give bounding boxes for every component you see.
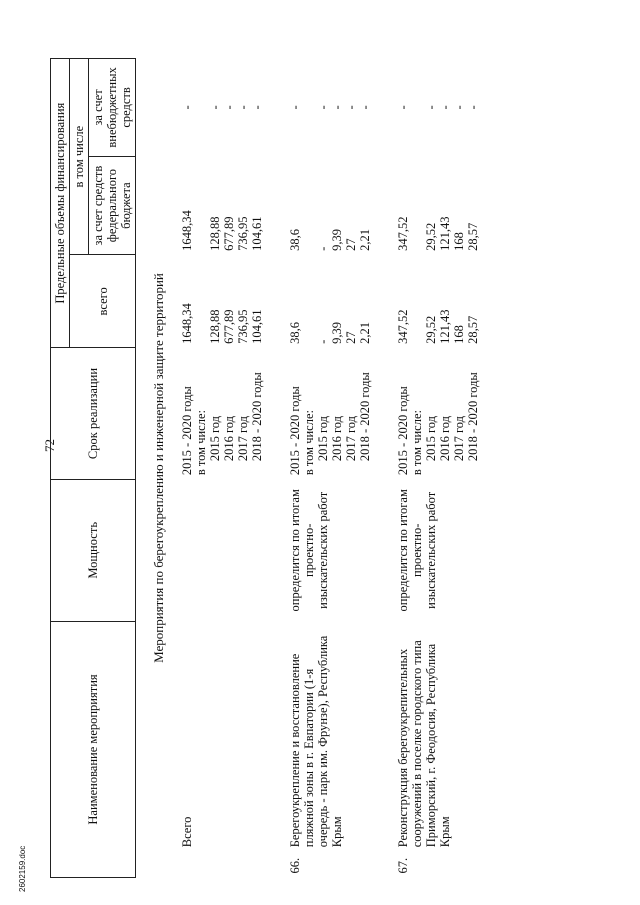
footer-file-code: 2602159.doc xyxy=(18,845,27,892)
header-name: Наименование мероприятия xyxy=(51,621,136,877)
row-terms-line: 2016 год xyxy=(438,415,452,462)
row-fed-line: 121,43 xyxy=(438,216,452,251)
row-number: 66. xyxy=(288,857,302,874)
row-fed-line xyxy=(410,160,424,250)
row-terms-line: 2016 год xyxy=(222,415,236,462)
row-total-line: 1648,34 xyxy=(180,303,194,344)
row-terms-line: 2015 - 2020 годы xyxy=(288,386,302,476)
row-terms-line: 2015 год xyxy=(424,415,438,462)
row-fed-line xyxy=(194,160,208,250)
header-limit: Предельные объемы финансирования xyxy=(51,59,70,348)
row-ext-line: - xyxy=(330,105,344,110)
row-power xyxy=(178,479,286,621)
table-row xyxy=(394,59,502,878)
row-power: определится по итогам проектно-изыскательских работ xyxy=(288,489,330,612)
header-incl: в том числе xyxy=(70,59,89,255)
row-ext xyxy=(394,59,502,157)
row-ext-line xyxy=(410,63,424,153)
row-ext-line: - xyxy=(438,105,452,110)
row-total-line: 736,95 xyxy=(236,309,250,344)
row-total-line: 121,43 xyxy=(438,309,452,344)
row-terms-line: 2015 - 2020 годы xyxy=(180,386,194,476)
row-total-line: 128,88 xyxy=(208,309,222,344)
rotated-table-container xyxy=(50,58,605,878)
financing-table xyxy=(50,58,502,878)
row-fed-line: 28,57 xyxy=(466,222,480,251)
header-fed: за счет средств федерального бюджета xyxy=(89,156,136,254)
row-ext-line: - xyxy=(424,105,438,110)
row-total-line: 347,52 xyxy=(396,309,410,344)
row-total-line: - xyxy=(316,339,330,344)
row-terms-line: 2017 год xyxy=(236,415,250,462)
row-fed-line: 1648,34 xyxy=(180,210,194,251)
row-total-line xyxy=(194,259,208,344)
row-ext-line: - xyxy=(236,105,250,110)
row-total xyxy=(178,255,286,348)
row-terms-line: 2018 - 2020 годы xyxy=(250,372,264,462)
row-fed-line: 128,88 xyxy=(208,216,222,251)
row-fed-line: 29,52 xyxy=(424,222,438,251)
row-total-line: 2,21 xyxy=(358,321,372,344)
row-ext-line: - xyxy=(466,105,480,110)
row-total-line: 9,39 xyxy=(330,321,344,344)
row-fed-line: 38,6 xyxy=(288,228,302,251)
row-ext-line xyxy=(302,63,316,153)
row-total-line: 104,61 xyxy=(250,309,264,344)
header-total: всего xyxy=(70,255,136,348)
table-body xyxy=(178,59,502,878)
row-fed-line: 677,89 xyxy=(222,216,236,251)
header-term: Срок реализации xyxy=(51,348,136,479)
row-terms-line: 2015 год xyxy=(208,415,222,462)
row-fed-line: 104,61 xyxy=(250,216,264,251)
row-ext-line: - xyxy=(358,105,372,110)
row-terms-line: 2016 год xyxy=(330,415,344,462)
row-total-line: 29,52 xyxy=(424,315,438,344)
row-fed-line: 736,95 xyxy=(236,216,250,251)
header-ext: за счет внебюджетных средств xyxy=(89,59,136,157)
row-power: определится по итогам проектно-изыскательских работ xyxy=(396,489,438,612)
row-total-line xyxy=(410,259,424,344)
row-fed-line: 2,21 xyxy=(358,228,372,251)
row-fed-line xyxy=(302,160,316,250)
row-fed xyxy=(178,156,286,254)
row-terms xyxy=(394,348,502,479)
row-fed-line: 27 xyxy=(344,238,358,251)
row-name: Всего xyxy=(180,816,194,848)
row-terms-line: в том числе: xyxy=(194,410,208,476)
table-row xyxy=(178,59,286,878)
row-terms xyxy=(178,348,286,479)
row-total xyxy=(394,255,502,348)
row-fed-line: 168 xyxy=(452,232,466,251)
row-total-line: 28,57 xyxy=(466,315,480,344)
row-total-line: 38,6 xyxy=(288,321,302,344)
row-ext-line: - xyxy=(396,105,410,110)
row-total-line: 168 xyxy=(452,325,466,344)
row-name: Берегоукрепление и восстановление пляжной зоны в г. Евпатории (1-я очередь - парк им. Фрунзе), Республика Крым xyxy=(288,635,344,848)
row-fed xyxy=(286,156,394,254)
row-terms-line: 2018 - 2020 годы xyxy=(358,372,372,462)
row-fed xyxy=(394,156,502,254)
row-total xyxy=(286,255,394,348)
row-terms-line: 2018 - 2020 годы xyxy=(466,372,480,462)
row-ext-line: - xyxy=(208,105,222,110)
row-terms-line: 2017 год xyxy=(344,415,358,462)
row-ext-line: - xyxy=(344,105,358,110)
row-total-line: 677,89 xyxy=(222,309,236,344)
row-ext-line xyxy=(194,63,208,153)
row-ext-line: - xyxy=(222,105,236,110)
row-fed-line: - xyxy=(316,246,330,251)
table-row xyxy=(286,59,394,878)
row-ext-line: - xyxy=(180,105,194,110)
row-terms-line: 2015 - 2020 годы xyxy=(396,386,410,476)
row-terms-line: 2017 год xyxy=(452,415,466,462)
row-total-line xyxy=(302,259,316,344)
row-name: Реконструкция берегоукрепительных сооружений в поселке городского типа Приморский, г. Феодосия, Республика Крым xyxy=(396,640,452,848)
row-number xyxy=(178,851,286,877)
row-ext xyxy=(178,59,286,157)
table-header-row-1 xyxy=(51,59,70,878)
row-total-line: 27 xyxy=(344,331,358,344)
section-title: Мероприятия по берегоукреплению и инженерной защите территорий xyxy=(151,273,166,663)
row-terms-line: в том числе: xyxy=(410,410,424,476)
row-ext-line: - xyxy=(288,105,302,110)
row-ext-line: - xyxy=(250,105,264,110)
row-terms xyxy=(286,348,394,479)
row-ext-line: - xyxy=(316,105,330,110)
row-fed-line: 9,39 xyxy=(330,228,344,251)
row-terms-line: 2015 год xyxy=(316,415,330,462)
row-terms-line: в том числе: xyxy=(302,410,316,476)
row-number: 67. xyxy=(396,857,410,874)
row-ext xyxy=(286,59,394,157)
header-power: Мощность xyxy=(51,479,136,621)
page-number: 72 xyxy=(42,439,57,452)
row-ext-line: - xyxy=(452,105,466,110)
row-fed-line: 347,52 xyxy=(396,216,410,251)
section-row xyxy=(136,59,179,878)
